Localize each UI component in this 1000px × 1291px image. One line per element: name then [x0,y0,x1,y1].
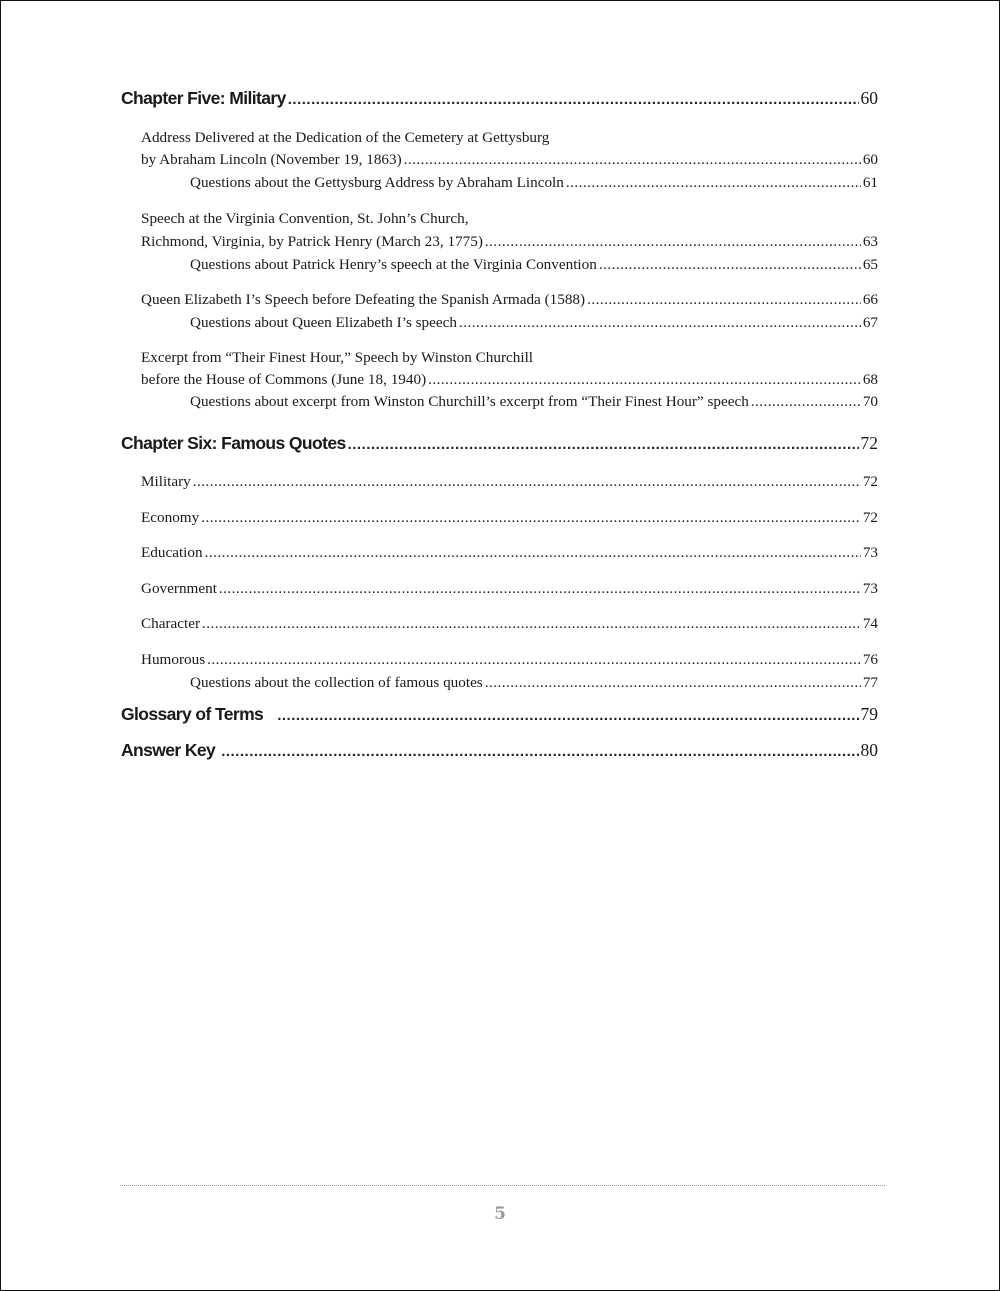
entry-title: Humorous [141,651,206,668]
chapter-six-heading[interactable] [121,433,878,454]
entry-title: Questions about the collection of famous quotes [190,674,483,691]
dot-leader [201,510,861,527]
dot-leader [205,545,861,562]
toc-entry-character[interactable] [141,615,878,633]
page-number: 74 [862,615,878,632]
page-number: 73 [862,544,878,561]
footer-page-number: 5 [494,1204,506,1224]
dot-leader [277,707,858,724]
dot-leader [459,315,861,332]
page-number: 63 [862,233,878,250]
toc-entry-education[interactable] [141,544,878,562]
dot-leader [221,743,858,760]
dot-leader [288,91,859,108]
toc-entry[interactable] [141,151,878,169]
dot-leader [404,152,861,169]
page-number: 61 [862,174,878,191]
page-number: 80 [860,740,878,760]
entry-title: Richmond, Virginia, by Patrick Henry (March 23, 1775) [141,233,483,250]
chapter-title: Chapter Five: Military [121,88,286,108]
page-number: 60 [862,151,878,168]
page-number: 68 [862,371,878,388]
dot-leader [485,675,861,692]
toc-subentry[interactable] [190,174,878,192]
dot-leader [485,234,861,251]
entry-title: Character [141,615,201,632]
toc-subentry[interactable] [190,674,878,692]
entry-title: Questions about the Gettysburg Address by Abraham Lincoln [190,174,564,191]
page-number: 76 [862,651,878,668]
toc-entry-military[interactable] [141,473,878,491]
dot-leader [202,616,861,633]
entry-title: Economy [141,509,200,526]
entry-title-line: Speech at the Virginia Convention, St. John’s Church, [141,210,469,227]
page-number: 79 [860,704,878,724]
toc-subentry[interactable] [190,256,878,274]
page-number: 72 [862,473,878,490]
toc-entry[interactable] [141,291,878,309]
footer-divider [120,1185,885,1186]
entry-title: Education [141,544,203,561]
page-number: 72 [860,433,878,453]
entry-title: Questions about Patrick Henry’s speech at the Virginia Convention [190,256,597,273]
toc-entry[interactable] [141,233,878,251]
page-number: 70 [862,393,878,410]
page-number: 77 [862,674,878,691]
toc-subentry[interactable] [190,314,878,332]
entry-title: Questions about Queen Elizabeth I’s speech [190,314,457,331]
page-number: 66 [862,291,878,308]
answer-key-heading[interactable] [121,740,878,761]
dot-leader [566,175,861,192]
toc-entry-humorous[interactable] [141,651,878,669]
page-number: 67 [862,314,878,331]
page-number: 65 [862,256,878,273]
page-number: 73 [862,580,878,597]
dot-leader [207,652,861,669]
entry-title: Questions about excerpt from Winston Churchill’s excerpt from “Their Finest Hour” speech [190,393,749,410]
dot-leader [219,581,861,598]
dot-leader [751,394,861,411]
entry-title: before the House of Commons (June 18, 1940) [141,371,427,388]
entry-title-line: Address Delivered at the Dedication of the Cemetery at Gettysburg [141,129,550,146]
entry-title-line: Excerpt from “Their Finest Hour,” Speech by Winston Churchill [141,349,534,366]
toc-subentry[interactable] [190,393,878,411]
entry-title: Government [141,580,217,597]
toc-entry-economy[interactable] [141,509,878,527]
entry-title: Queen Elizabeth I’s Speech before Defeating the Spanish Armada (1588) [141,291,586,308]
glossary-heading[interactable] [121,704,878,725]
dot-leader [587,292,861,309]
entry-title: Military [141,473,191,490]
chapter-five-heading[interactable] [121,88,878,109]
chapter-title: Answer Key [121,740,216,760]
dot-leader [193,474,861,491]
page-number: 72 [862,509,878,526]
entry-title: by Abraham Lincoln (November 19, 1863) [141,151,402,168]
toc-entry[interactable] [141,371,878,389]
chapter-title: Glossary of Terms [121,704,264,724]
dot-leader [348,436,859,453]
chapter-title: Chapter Six: Famous Quotes [121,433,346,453]
page-number: 60 [860,88,878,108]
dot-leader [599,257,861,274]
toc-entry-government[interactable] [141,580,878,598]
dot-leader [428,372,861,389]
